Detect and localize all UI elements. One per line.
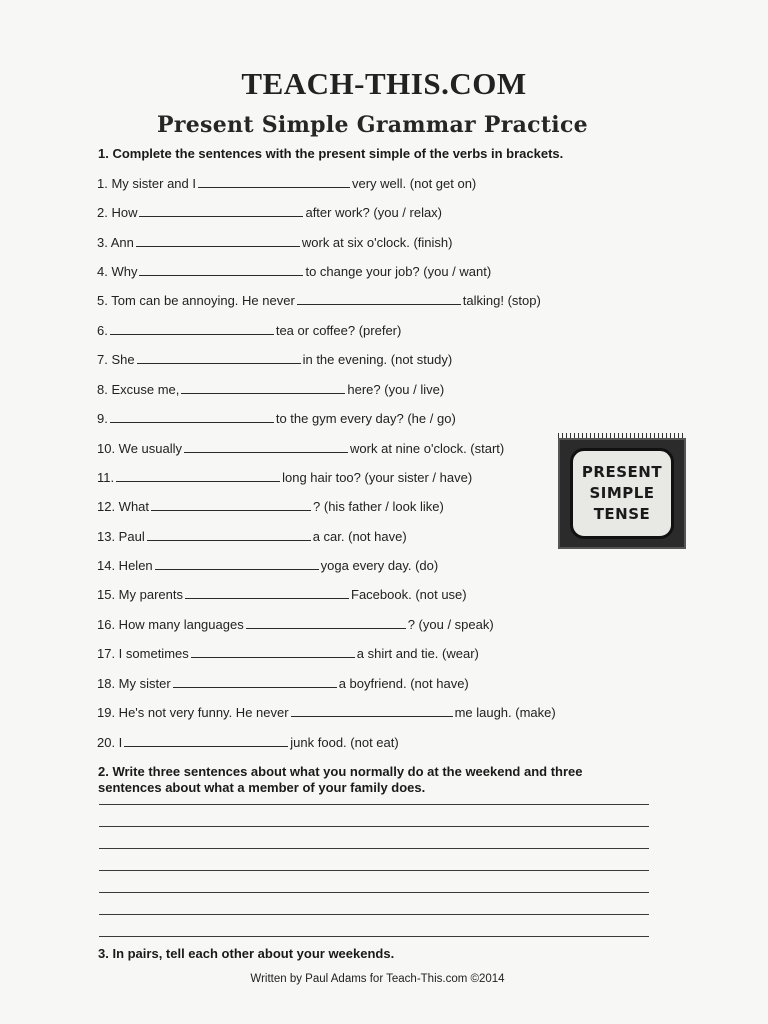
item-cue: to change your job? (you / want) xyxy=(305,264,492,279)
answer-blank[interactable] xyxy=(155,557,319,570)
answer-blank[interactable] xyxy=(291,704,453,717)
item-prompt: 11. xyxy=(97,470,115,485)
answer-blank[interactable] xyxy=(184,440,348,453)
answer-blank[interactable] xyxy=(185,586,349,599)
exercise-item-5 xyxy=(97,292,541,309)
item-cue: long hair too? (your sister / have) xyxy=(282,470,473,485)
item-cue: work at nine o'clock. (start) xyxy=(350,441,505,456)
section2-heading-line1: 2. Write three sentences about what you normally do at the weekend and three xyxy=(98,764,583,779)
item-cue: junk food. (not eat) xyxy=(290,735,399,750)
item-prompt: 14. Helen xyxy=(97,558,153,573)
item-prompt: 20. I xyxy=(97,735,123,750)
item-prompt: 8. Excuse me, xyxy=(97,382,180,397)
exercise-item-6 xyxy=(97,322,401,339)
exercise-item-19 xyxy=(97,704,556,721)
item-cue: yoga every day. (do) xyxy=(320,558,439,573)
answer-blank[interactable] xyxy=(297,292,461,305)
writing-line[interactable] xyxy=(99,804,649,805)
item-prompt: 1. My sister and I xyxy=(97,176,196,191)
answer-blank[interactable] xyxy=(124,734,288,747)
section2-heading-line2: sentences about what a member of your family does. xyxy=(98,780,426,795)
answer-blank[interactable] xyxy=(139,263,303,276)
item-cue: very well. (not get on) xyxy=(351,176,477,191)
exercise-item-15 xyxy=(97,586,467,603)
answer-blank[interactable] xyxy=(151,498,311,511)
exercise-item-8 xyxy=(97,381,444,398)
item-prompt: 12. What xyxy=(97,499,150,514)
answer-blank[interactable] xyxy=(191,645,355,658)
item-prompt: 17. I sometimes xyxy=(97,646,189,661)
answer-blank[interactable] xyxy=(147,528,311,541)
badge-line-present: PRESENT xyxy=(581,463,663,481)
exercise-item-2 xyxy=(97,204,442,221)
answer-blank[interactable] xyxy=(116,469,280,482)
exercise-item-1 xyxy=(97,175,476,192)
answer-blank[interactable] xyxy=(139,204,303,217)
item-prompt: 16. How many languages xyxy=(97,617,244,632)
answer-blank[interactable] xyxy=(110,410,274,423)
item-prompt: 3. Ann xyxy=(97,235,134,250)
item-prompt: 6. xyxy=(97,323,108,338)
section2-heading xyxy=(98,764,583,796)
section1-heading: 1. Complete the sentences with the present simple of the verbs in brackets. xyxy=(98,146,564,161)
item-cue: work at six o'clock. (finish) xyxy=(301,235,453,250)
exercise-item-16 xyxy=(97,616,494,633)
present-simple-tense-badge xyxy=(558,433,686,549)
item-cue: me laugh. (make) xyxy=(454,705,556,720)
item-cue: after work? (you / relax) xyxy=(305,205,443,220)
badge-plate xyxy=(570,448,674,539)
answer-blank[interactable] xyxy=(246,616,406,629)
writing-line[interactable] xyxy=(99,914,649,915)
badge-line-simple: SIMPLE xyxy=(589,484,655,502)
item-prompt: 2. How xyxy=(97,205,138,220)
exercise-item-14 xyxy=(97,557,438,574)
item-cue: tea or coffee? (prefer) xyxy=(275,323,402,338)
badge-line-tense: TENSE xyxy=(593,505,651,523)
item-cue: Facebook. (not use) xyxy=(351,587,467,602)
writing-line[interactable] xyxy=(99,892,649,893)
exercise-item-18 xyxy=(97,675,469,692)
answer-blank[interactable] xyxy=(181,381,345,394)
writing-line[interactable] xyxy=(99,870,649,871)
item-prompt: 10. We usually xyxy=(97,441,183,456)
item-prompt: 15. My parents xyxy=(97,587,183,602)
exercise-item-20 xyxy=(97,734,399,751)
item-cue: talking! (stop) xyxy=(462,293,541,308)
exercise-item-4 xyxy=(97,263,491,280)
item-prompt: 7. She xyxy=(97,352,135,367)
item-cue: a boyfriend. (not have) xyxy=(338,676,469,691)
exercise-item-3 xyxy=(97,234,452,251)
exercise-item-17 xyxy=(97,645,479,662)
answer-blank[interactable] xyxy=(198,175,350,188)
answer-blank[interactable] xyxy=(136,234,300,247)
item-prompt: 5. Tom can be annoying. He never xyxy=(97,293,295,308)
item-prompt: 18. My sister xyxy=(97,676,171,691)
item-cue: a shirt and tie. (wear) xyxy=(356,646,479,661)
writing-line[interactable] xyxy=(99,936,649,937)
item-prompt: 13. Paul xyxy=(97,529,145,544)
item-cue: ? (you / speak) xyxy=(407,617,494,632)
item-cue: a car. (not have) xyxy=(312,529,407,544)
item-cue: ? (his father / look like) xyxy=(313,499,444,514)
answer-blank[interactable] xyxy=(173,675,337,688)
item-cue: to the gym every day? (he / go) xyxy=(275,411,456,426)
exercise-item-13 xyxy=(97,528,407,545)
item-prompt: 9. xyxy=(97,411,108,426)
site-title: TEACH-THIS.COM xyxy=(241,66,527,101)
exercise-item-7 xyxy=(97,351,452,368)
item-prompt: 19. He's not very funny. He never xyxy=(97,705,289,720)
exercise-item-10 xyxy=(97,440,504,457)
writing-line[interactable] xyxy=(99,826,649,827)
item-prompt: 4. Why xyxy=(97,264,138,279)
answer-blank[interactable] xyxy=(137,351,301,364)
exercise-item-12 xyxy=(97,498,444,515)
writing-line[interactable] xyxy=(99,848,649,849)
answer-blank[interactable] xyxy=(110,322,274,335)
footer-credit: Written by Paul Adams for Teach-This.com ©2014 xyxy=(250,973,505,985)
exercise-item-9 xyxy=(97,410,456,427)
item-cue: here? (you / live) xyxy=(347,382,445,397)
exercise-item-11 xyxy=(97,469,472,486)
worksheet-title: Present Simple Grammar Practice xyxy=(157,112,588,138)
section3-heading: 3. In pairs, tell each other about your weekends. xyxy=(98,946,395,961)
item-cue: in the evening. (not study) xyxy=(302,352,453,367)
